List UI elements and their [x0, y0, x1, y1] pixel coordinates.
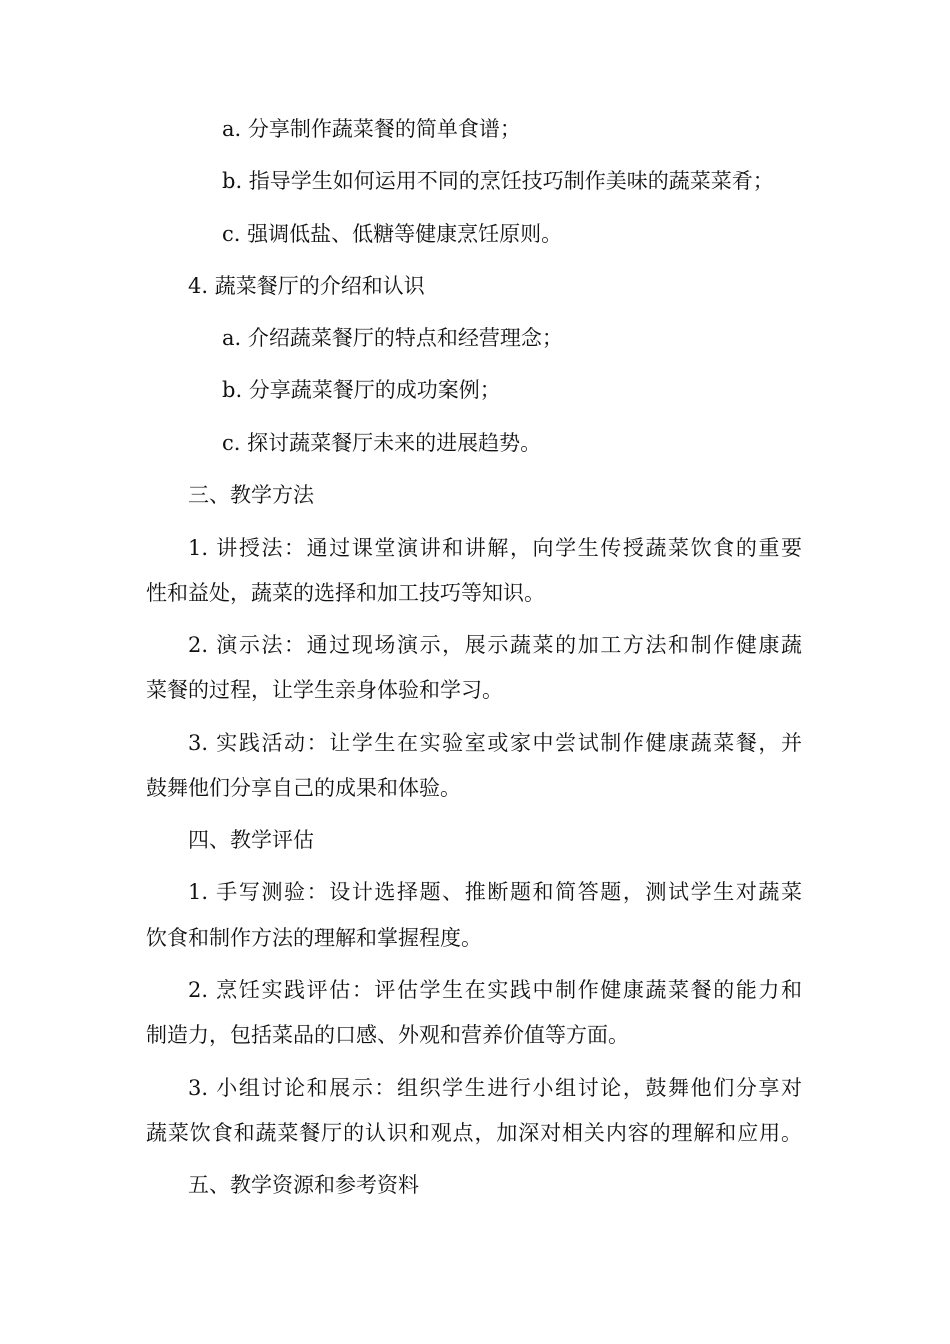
list-item: c. 强调低盐、低糖等健康烹饪原则。	[222, 222, 563, 246]
section-heading: 三、教学方法	[188, 483, 314, 507]
list-item: a. 分享制作蔬菜餐的简单食谱；	[222, 117, 521, 141]
paragraph-line: 鼓舞他们分享自己的成果和体验。	[146, 776, 461, 800]
paragraph-line: 1. 手写测验：设计选择题、推断题和简答题，测试学生对蔬菜	[188, 880, 802, 904]
paragraph-line: 菜餐的过程，让学生亲身体验和学习。	[146, 678, 503, 702]
paragraph-line: 2. 烹饪实践评估：评估学生在实践中制作健康蔬菜餐的能力和	[188, 978, 802, 1002]
paragraph-line: 3. 小组讨论和展示：组织学生进行小组讨论，鼓舞他们分享对	[188, 1076, 802, 1100]
paragraph-line: 性和益处，蔬菜的选择和加工技巧等知识。	[146, 581, 545, 605]
list-heading: 4. 蔬菜餐厅的介绍和认识	[188, 274, 425, 298]
list-item: a. 介绍蔬菜餐厅的特点和经营理念；	[222, 326, 563, 350]
paragraph-line: 1. 讲授法：通过课堂演讲和讲解，向学生传授蔬菜饮食的重要	[188, 536, 802, 560]
paragraph-line: 3. 实践活动：让学生在实验室或家中尝试制作健康蔬菜餐，并	[188, 731, 802, 755]
paragraph-line: 饮食和制作方法的理解和掌握程度。	[146, 926, 482, 950]
section-heading: 五、教学资源和参考资料	[188, 1173, 419, 1197]
paragraph-line: 2. 演示法：通过现场演示，展示蔬菜的加工方法和制作健康蔬	[188, 633, 802, 657]
list-item: b. 指导学生如何运用不同的烹饪技巧制作美味的蔬菜菜肴；	[222, 169, 774, 193]
paragraph-line: 制造力，包括菜品的口感、外观和营养价值等方面。	[146, 1023, 629, 1047]
list-item: c. 探讨蔬菜餐厅未来的进展趋势。	[222, 431, 542, 455]
paragraph-line: 蔬菜饮食和蔬菜餐厅的认识和观点，加深对相关内容的理解和应用。	[146, 1121, 802, 1145]
list-item: b. 分享蔬菜餐厅的成功案例；	[222, 378, 501, 402]
section-heading: 四、教学评估	[188, 828, 314, 852]
